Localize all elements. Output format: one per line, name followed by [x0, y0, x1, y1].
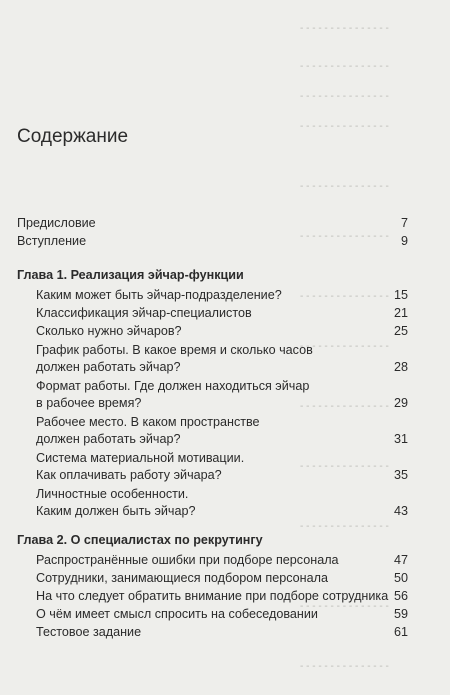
toc-entry[interactable] [36, 414, 408, 448]
toc-entry-page: 61 [393, 625, 408, 639]
toc-entry-page: 29 [393, 396, 408, 410]
toc-entry-preface[interactable] [17, 215, 408, 232]
chapter-2-heading[interactable]: Глава 2. О специалистах по рекрутингу [17, 533, 263, 547]
toc-entry-page: 35 [393, 468, 408, 482]
toc-entry-title: Каким может быть эйчар-подразделение? [36, 288, 282, 302]
toc-entry-title: О чём имеет смысл спросить на собеседовании [36, 607, 318, 621]
toc-entry[interactable] [36, 305, 408, 322]
toc-entry-page: 25 [393, 324, 408, 338]
toc-entry[interactable] [36, 588, 408, 605]
toc-entry-introduction[interactable] [17, 233, 408, 250]
toc-entry[interactable] [36, 552, 408, 569]
toc-entry-title-cont: Каким должен быть эйчар? [36, 504, 196, 518]
toc-entry-title: Формат работы. Где должен находиться эйчар [36, 379, 310, 393]
toc-heading: Содержание [17, 126, 129, 147]
toc-entry-page: 9 [400, 234, 408, 248]
toc-entry-title: Рабочее место. В каком пространстве [36, 415, 260, 429]
toc-entry-title: Тестовое задание [36, 625, 142, 639]
toc-entry[interactable] [36, 570, 408, 587]
toc-entry-title: Личностные особенности. [36, 487, 189, 501]
toc-entry-title: Предисловие [17, 216, 96, 230]
toc-entry-title: График работы. В какое время и сколько часов [36, 343, 313, 357]
toc-entry[interactable] [36, 342, 408, 376]
toc-entry-title: На что следует обратить внимание при подборе сотрудника [36, 589, 389, 603]
toc-entry-page: 15 [393, 288, 408, 302]
bleed-through-text: - - - - - - - - - - - - - - - - - - - - - - - - - - - - - - - - - - - - - - - - - - - - - - - - - - - - - - - - - - - - - - - - - - - - - - - - - - - - - - - - - - - - - - - - - - - - - - - - - - - - - - - - - - - - - - - - - - - - - - - - - - - - - - - - - - - - - - - - - - - - - - - - - - - - - - - - - - - - - - - - - - - - - - - - - - - - - - - - - - - - - - - - - - - - - - - - - - - [300, 23, 389, 672]
toc-entry-page: 47 [393, 553, 408, 567]
toc-entry-page: 7 [400, 216, 408, 230]
toc-entry-title-cont: Как оплачивать работу эйчара? [36, 468, 222, 482]
toc-entry-title: Система материальной мотивации. [36, 451, 245, 465]
toc-entry[interactable] [36, 378, 408, 412]
toc-entry[interactable] [36, 624, 408, 641]
toc-entry-title-cont: в рабочее время? [36, 396, 142, 410]
toc-entry-title: Вступление [17, 234, 87, 248]
toc-entry[interactable] [36, 486, 408, 520]
toc-entry-title: Сотрудники, занимающиеся подбором персонала [36, 571, 328, 585]
toc-entry-page: 43 [393, 504, 408, 518]
toc-entry-page: 50 [393, 571, 408, 585]
chapter-1-heading[interactable]: Глава 1. Реализация эйчар-функции [17, 268, 244, 282]
toc-entry-title: Классификация эйчар-специалистов [36, 306, 252, 320]
toc-entry[interactable] [36, 450, 408, 484]
toc-entry-page: 28 [393, 360, 408, 374]
toc-entry-title-cont: должен работать эйчар? [36, 360, 181, 374]
toc-entry-page: 59 [393, 607, 408, 621]
toc-entry[interactable] [36, 606, 408, 623]
toc-entry-page: 31 [393, 432, 408, 446]
toc-entry[interactable] [36, 287, 408, 304]
toc-entry-title-cont: должен работать эйчар? [36, 432, 181, 446]
toc-entry-title: Распространённые ошибки при подборе персонала [36, 553, 339, 567]
toc-entry[interactable] [36, 323, 408, 340]
toc-entry-page: 56 [393, 589, 408, 603]
toc-entry-title: Сколько нужно эйчаров? [36, 324, 182, 338]
toc-entry-page: 21 [393, 306, 408, 320]
